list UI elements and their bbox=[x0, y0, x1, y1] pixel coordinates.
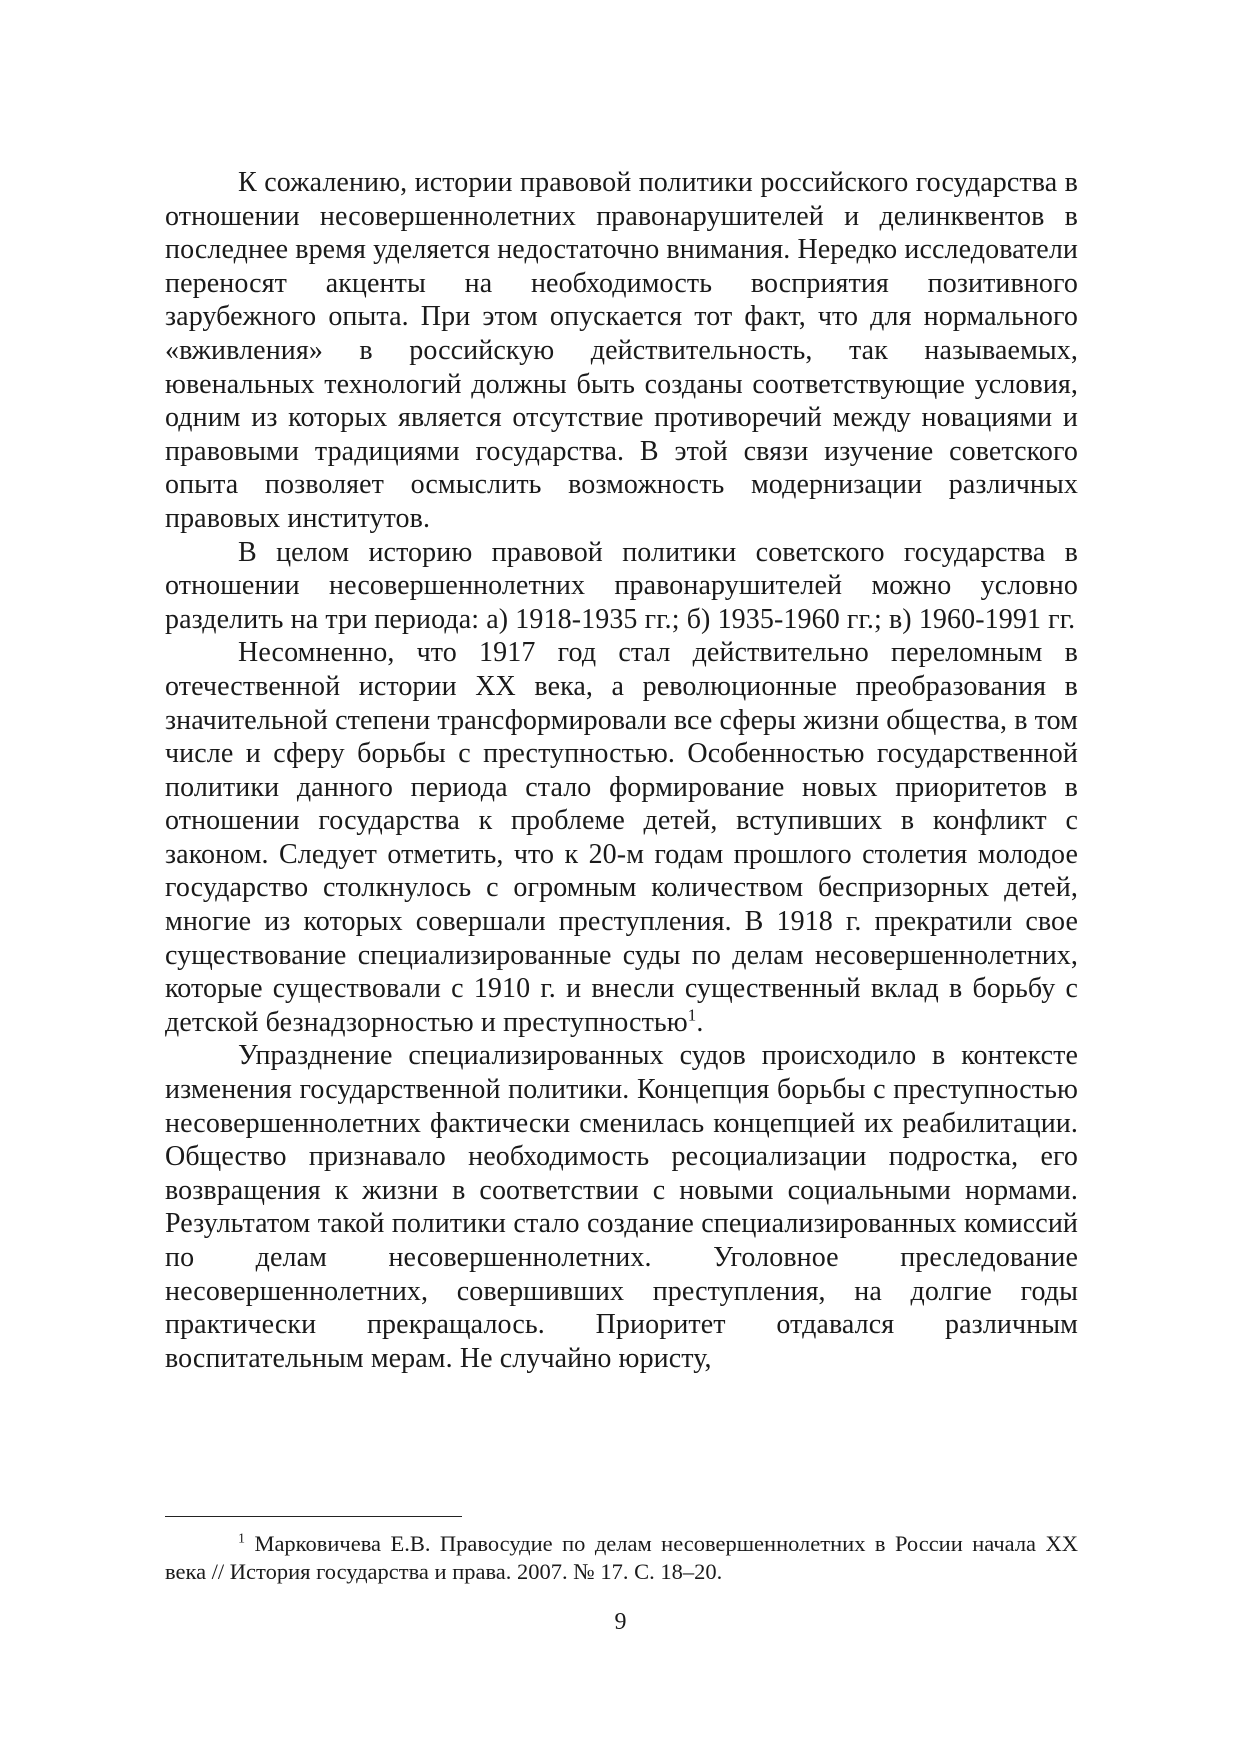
paragraph-3 bbox=[165, 636, 1078, 1039]
footnote-marker: 1 bbox=[238, 1531, 245, 1547]
footnote bbox=[165, 1530, 1078, 1586]
footnote-separator bbox=[165, 1516, 462, 1517]
paragraph-3-end-punctuation: . bbox=[696, 1006, 704, 1038]
body-text bbox=[165, 166, 1078, 1375]
paragraph-2: В целом историю правовой политики советского государства в отношении несовершеннолетних правонарушителей можно условно разделить на три периода: а) 1918-1935 гг.; б) 1935-1960 гг.; в) 1960-1991 гг. bbox=[165, 536, 1078, 635]
footnote-text: Марковичева Е.В. Правосудие по делам несовершеннолетних в России начала XX века // История государства и права. 2007. № 17. С. 18–20. bbox=[165, 1531, 1078, 1584]
page-number: 9 bbox=[614, 1609, 627, 1635]
paragraph-1: К сожалению, истории правовой политики российского государства в отношении несовершеннолетних правонарушителей и делинквентов в последнее время уделяется недостаточно внимания. Нередко исследователи переносят акценты на необходимость восприятия позитивного зарубежного опыта. При этом опускается тот факт, что для нормального «вживления» в российскую действительность, так называемых, ювенальных технологий должны быть созданы соответствующие условия, одним из которых является отсутствие противоречий между новациями и правовыми традициями государства. В этой связи изучение советского опыта позволяет осмыслить возможность модернизации различных правовых институтов. bbox=[165, 167, 1078, 534]
footnote-reference[interactable]: 1 bbox=[687, 1005, 697, 1025]
paragraph-4: Упразднение специализированных судов происходило в контексте изменения государственной политики. Концепция борьбы с преступностью несовершеннолетних фактически сменилась концепцией их реабилитации. Общество признавало необходимость ресоциализации подростка, его возвращения к жизни в соответствии с новыми социальными нормами. Результатом такой политики стало создание специализированных комиссий по делам несовершеннолетних. Уголовное преследование несовершеннолетних, совершивших преступления, на долгие годы практически прекращалось. Приоритет отдавался различным воспитательным мерам. Не случайно юристу, bbox=[165, 1040, 1078, 1374]
paragraph-3-text: Несомненно, что 1917 год стал действительно переломным в отечественной истории XX века, а революционные преобразования в значительной степени трансформировали все сферы жизни общества, в том числе и сферу борьбы с преступностью. Особенностью государственной политики данного периода стало формирование новых приоритетов в отношении государства к проблеме детей, вступивших в конфликт с законом. Следует отметить, что к 20-м годам прошлого столетия молодое государство столкнулось с огромным количеством беспризорных детей, многие из которых совершали преступления. В 1918 г. прекратили свое существование специализированные суды по делам несовершеннолетних, которые существовали с 1910 г. и внесли существенный вклад в борьбу с детской безнадзорностью и преступностью bbox=[165, 637, 1078, 1038]
